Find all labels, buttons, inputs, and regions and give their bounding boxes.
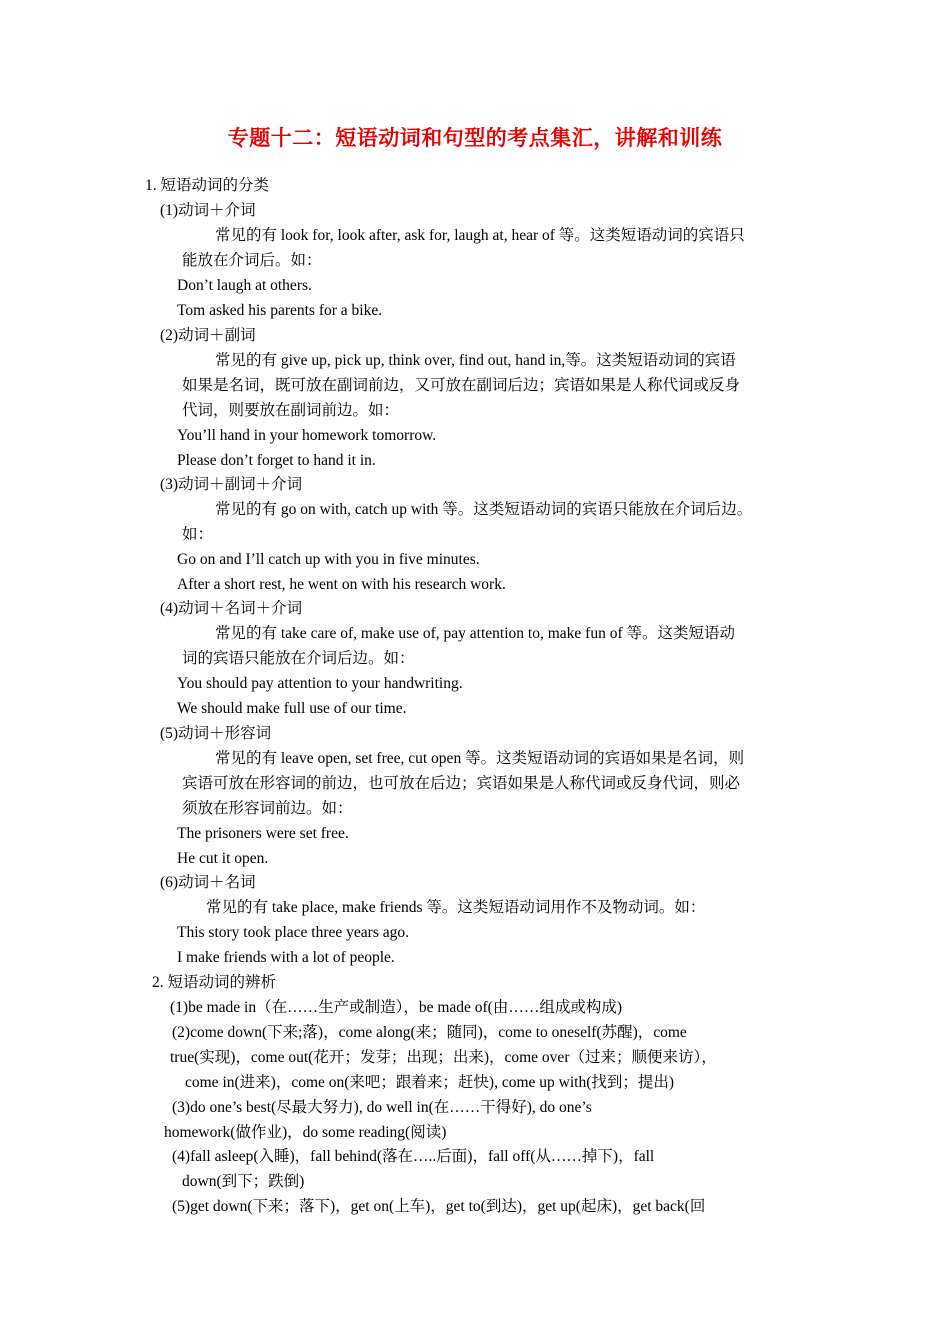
paragraph-line: come in(进来)，come on(来吧；跟着来；赶快), come up with(找到；提出): [185, 1074, 675, 1091]
example-sentence: We should make full use of our time.: [177, 700, 407, 717]
example-sentence: Don’t laugh at others.: [177, 277, 312, 294]
subsection-heading: (5)动词＋形容词: [160, 725, 272, 742]
paragraph-line: homework(做作业)，do some reading(阅读): [164, 1124, 447, 1141]
example-sentence: After a short rest, he went on with his research work.: [177, 576, 506, 593]
paragraph-line: (3)do one’s best(尽最大努力), do well in(在……干得好), do one’s: [172, 1099, 592, 1116]
paragraph-line: 能放在介词后。如：: [182, 252, 322, 269]
paragraph-line: true(实现)，come out(花开；发芽；出现；出来)，come over（过来；顺便来访），: [170, 1049, 717, 1066]
paragraph-line: 常见的有 give up, pick up, think over, find out, hand in,等。这类短语动词的宾语: [215, 352, 736, 369]
paragraph-line: 词的宾语只能放在介词后边。如：: [182, 650, 415, 667]
example-sentence: This story took place three years ago.: [177, 924, 409, 941]
subsection-heading: (2)动词＋副词: [160, 327, 256, 344]
paragraph-line: (5)get down(下来；落下)，get on(上车)，get to(到达)，get up(起床)，get back(回: [172, 1198, 706, 1215]
example-sentence: Go on and I’ll catch up with you in five minutes.: [177, 551, 480, 568]
paragraph-line: 常见的有 go on with, catch up with 等。这类短语动词的宾语只能放在介词后边。: [215, 501, 753, 518]
paragraph-line: (4)fall asleep(入睡)，fall behind(落在…..后面)，fall off(从……掉下)，fall: [172, 1148, 655, 1165]
section-heading: 1. 短语动词的分类: [145, 177, 270, 194]
example-sentence: Please don’t forget to hand it in.: [177, 452, 376, 469]
example-sentence: The prisoners were set free.: [177, 825, 349, 842]
example-sentence: You’ll hand in your homework tomorrow.: [177, 427, 437, 444]
paragraph-line: 常见的有 look for, look after, ask for, laugh at, hear of 等。这类短语动词的宾语只: [215, 227, 745, 244]
paragraph-line: 常见的有 leave open, set free, cut open 等。这类短语动词的宾语如果是名词，则: [215, 750, 745, 767]
page-title: 专题十二：短语动词和句型的考点集汇，讲解和训练: [227, 126, 723, 150]
section-heading: 2. 短语动词的辨析: [152, 974, 277, 991]
paragraph-line: 宾语可放在形容词的前边，也可放在后边；宾语如果是人称代词或反身代词，则必: [182, 775, 741, 792]
example-sentence: Tom asked his parents for a bike.: [177, 302, 383, 319]
paragraph-line: 常见的有 take care of, make use of, pay attention to, make fun of 等。这类短语动: [215, 625, 735, 642]
paragraph-line: (2)come down(下来;落)，come along(来；随同)，come to oneself(苏醒)，come: [172, 1024, 687, 1041]
example-sentence: He cut it open.: [177, 850, 269, 867]
paragraph-line: 如果是名词，既可放在副词前边，又可放在副词后边；宾语如果是人称代词或反身: [182, 377, 741, 394]
paragraph-line: down(到下；跌倒): [182, 1173, 305, 1190]
paragraph-line: 代词，则要放在副词前边。如：: [182, 402, 400, 419]
paragraph-line: 须放在形容词前边。如：: [182, 800, 353, 817]
paragraph-line: 常见的有 take place, make friends 等。这类短语动词用作不及物动词。如：: [206, 899, 706, 916]
paragraph-line: (1)be made in（在……生产或制造），be made of(由……组成或构成): [170, 999, 623, 1016]
subsection-heading: (6)动词＋名词: [160, 874, 256, 891]
subsection-heading: (4)动词＋名词＋介词: [160, 600, 303, 617]
example-sentence: You should pay attention to your handwriting.: [177, 675, 463, 692]
subsection-heading: (1)动词＋介词: [160, 202, 256, 219]
example-sentence: I make friends with a lot of people.: [177, 949, 395, 966]
paragraph-line: 如：: [182, 526, 214, 543]
subsection-heading: (3)动词＋副词＋介词: [160, 476, 303, 493]
